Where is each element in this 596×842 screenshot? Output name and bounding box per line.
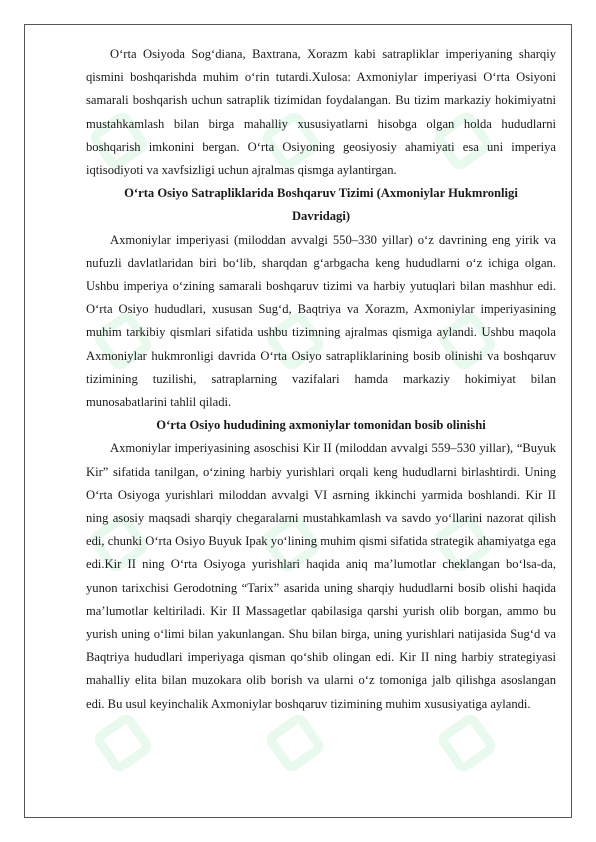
document-body	[86, 43, 556, 716]
paragraph-section-2: Axmoniylar imperiyasining asoschisi Kir II (miloddan avvalgi 559–530 yillar), “Buyuk Kir” sifatida tanilgan, o‘zining harbiy yurishlari orqali keng hududlarni birlashtirdi. Uning O‘rta Osiyoga yurishlari miloddan avvalgi VI asrning ikkinchi yarmida boshlandi. Kir II ning asosiy maqsadi sharqiy chegaralarni mustahkamlash va savdo yo‘llarini nazorat qilish edi, chunki O‘rta Osiyo Buyuk Ipak yo‘lining muhim qismi sifatida strategik ahamiyatga ega edi.Kir II ning O‘rta Osiyoga yurishlari haqida aniq ma’lumotlar cheklangan bo‘lsa-da, yunon tarixchisi Gerodotning “Tarix” asarida uning sharqiy hududlarni bosib olishi haqida ma’lumotlar keltiriladi. Kir II Massagetlar qabilasiga qarshi yurish olib borgan, ammo bu yurish uning o‘limi bilan yakunlangan. Shu bilan birga, uning yurishlari natijasida Sug‘d va Baqtriya hududlari imperiyaga qisman qo‘shib olingan edi. Kir II ning harbiy strategiyasi mahalliy elita bilan muzokara olib borish va ularni o‘z tomoniga jalb qilishga asoslangan edi. Bu usul keyinchalik Axmoniylar boshqaruv tizimining muhim xususiyatiga aylandi.	[86, 441, 556, 711]
paragraph-intro: O‘rta Osiyoda Sog‘diana, Baxtrana, Xorazm kabi satrapliklar imperiyaning sharqiy qismini boshqarishda muhim o‘rin tutardi.Xulosa: Axmoniylar imperiyasi O‘rta Osiyoni samarali boshqarish uchun satraplik tizimidan foydalangan. Bu tizim markaziy hokimiyatni mustahkamlash bilan birga mahalliy xususiyatlarni hisobga olgan holda hududlarni boshqarish imkonini bergan. O‘rta Osiyoning geosiyosiy ahamiyati esa uni imperiya iqtisodiyoti va xavfsizligi uchun ajralmas qismga aylantirgan.	[86, 47, 556, 178]
section-heading-governance: O‘rta Osiyo Satrapliklarida Boshqaruv Tizimi (Axmoniylar Hukmronligi Davridagi)	[124, 186, 518, 224]
paragraph-section-1: Axmoniylar imperiyasi (miloddan avvalgi 550–330 yillar) o‘z davrining eng yirik va nufuzli davlatlaridan biri bo‘lib, sharqdan g‘arbgacha keng hududlarni o‘z ichiga olgan. Ushbu imperiya o‘zining samarali boshqaruv tizimi va harbiy yutuqlari bilan mashhur edi. O‘rta Osiyo hududlari, xususan Sug‘d, Baqtriya va Xorazm, Axmoniylar imperiyasining muhim tarkibiy qismlari sifatida ushbu tizimning ajralmas qismiga aylandi. Ushbu maqola Axmoniylar hukmronligi davrida O‘rta Osiyo satrapliklarining bosib olinishi va boshqaruv tizimining tuzilishi, satraplarning vazifalari hamda markaziy hokimiyat bilan munosabatlarini tahlil qiladi.	[86, 232, 556, 410]
section-heading-conquest: O‘rta Osiyo hududining axmoniylar tomonidan bosib olinishi	[156, 418, 486, 433]
